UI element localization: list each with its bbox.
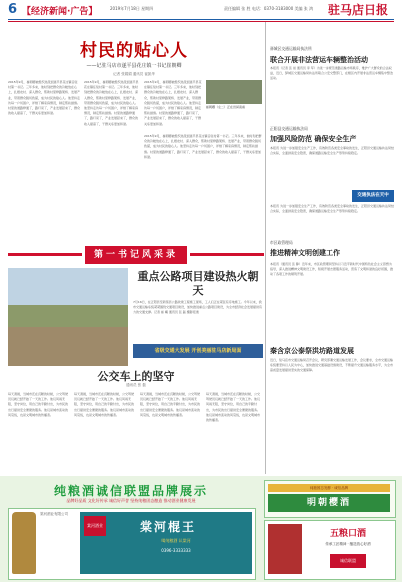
right-kicker-3: 市区政管理局: [270, 240, 293, 245]
section-title: 【经济新闻·广告】: [22, 7, 98, 17]
construction-body: 7月16日，在正阳县至新蔡县公路改建工程施工现场，工人们正在紧张有序地施工。今年以来，我市交通运输系统紧紧围绕交通项目建设，加快推进重点公路项目建设，为全市经济社会发展提供有力的交通支撑。记者 崔 曦 通讯员 张 磊 摄影报道: [133, 300, 263, 315]
ad-brand-a-slogan: 喝纯粮酒 认棠河: [161, 538, 191, 543]
right-kicker-2: 正阳县交通运输执法局: [270, 126, 308, 131]
right-body-2b: 本报讯 为进一步加强安全生产工作，有效防范各类安全事故的发生，正阳县交通运输执法局结合实际，全面排查安全隐患，确保道路运输安全生产形势持续稳定。: [270, 204, 394, 214]
bus-story-col4: 每天清晨，当城市还在沉睡的时候，公交驾驶员们就已经开始了一天的工作。他们风雨无阻，坚守岗位，用自己的辛勤付出，为市民的出行提供安全便捷的服务。他们是城市流动的风景线，也是文明城市的传播者。: [206, 392, 261, 423]
right-body-2: 本报讯 为进一步加强安全生产工作，有效防范各类安全事故的发生，正阳县交通运输执法局结合实际，全面排查安全隐患，确保道路运输安全生产形势持续稳定。: [270, 146, 394, 156]
lead-body-col1: 2015年9月，崔朝卿被组织选派到遂平县花庄镇任驻村第一书记。三年多来，他时刻把群众的冷暖放在心上，扎根农村、深入群众，帮助村里修路架桥、发展产业，带领群众脱贫致富，成为村民的贴心人。他坚持走访每一户贫困户，详细了解家庭情况，制定帮扶措施。村里的道路修通了，路灯亮了，产业发展起来了，群众的收入提高了，干群关系更加和谐。: [8, 80, 80, 116]
ad-brand-c-seal: 诚信联盟: [330, 554, 366, 568]
column-banner: 第一书记风采录: [85, 246, 187, 264]
ad-brand-a-sub: 棠河酒业有限公司: [40, 512, 68, 516]
ad-brand-c-name: 五粮口酒: [329, 529, 366, 539]
lead-photo: [206, 80, 262, 104]
lead-body-col3: 2015年9月，崔朝卿被组织选派到遂平县花庄镇任驻村第一书记。三年多来，他时刻把群众的冷暖放在心上，扎根农村、深入群众，帮助村里修路架桥、发展产业，带领群众脱贫致富，成为村民的贴心人。他坚持走访每一户贫困户，详细了解家庭情况，制定帮扶措施。村里的道路修通了，路灯亮了，产业发展起来了，群众的收入提高了，干群关系更加和谐。: [144, 80, 202, 126]
lead-byline: 记者 张娟娟 通讯员 崔凯华: [113, 72, 155, 76]
construction-headline: 重点公路项目建设热火朝天: [137, 270, 259, 297]
page-number: 6: [8, 2, 18, 17]
right-body-1: 本报讯（记者 张 旭 通讯员 李 军）为进一步规范道路运输市场秩序，维护广大群众的合法权益，近日，驿城区交通运输局执法所联合公安交警部门，在辖区内开展非法营运车辆集中整治活动。: [270, 66, 394, 81]
column-divider: [265, 22, 266, 474]
right-headline-4: 秦含京公泰祭洪坊路道发展: [270, 346, 354, 355]
ad-phone: 0396-3333333: [161, 548, 191, 553]
right-body-4: 近日，驻马店市交通运输局召开会议，研究部署交通运输发展工作，会议要求，全市交通运输系统要坚持以人民为中心，加快推进交通基础设施建设，不断提升交通运输服务水平，为全市高质量发展提供坚实的交通保障。: [270, 358, 394, 373]
header-rule: [8, 19, 394, 20]
right-headline-1: 联合开展非法营运车辆整治活动: [270, 55, 368, 64]
header-date: 2019年7月18日 星期四: [110, 6, 154, 11]
bus-story-col1: 每天清晨，当城市还在沉睡的时候，公交驾驶员们就已经开始了一天的工作。他们风雨无阻，坚守岗位，用自己的辛勤付出，为市民的出行提供安全便捷的服务。他们是城市流动的风景线，也是文明城市的传播者。: [8, 392, 69, 417]
lead-photo-caption: 崔朝卿（左二）正在田间查看: [206, 105, 246, 109]
ad-brand-c-bottle-icon: [268, 524, 302, 574]
ad-brand-b-sub: 纯粮固态发酵 · 诚信品牌: [268, 484, 390, 492]
lead-subheadline: ——记驻马店市遂平县花庄镇一书记崔朝卿: [86, 63, 182, 69]
bus-story-byline: 通讯员 张 磊: [126, 383, 146, 387]
bus-story-col2: 每天清晨，当城市还在沉睡的时候，公交驾驶员们就已经开始了一天的工作。他们风雨无阻，坚守岗位，用自己的辛勤付出，为市民的出行提供安全便捷的服务。他们是城市流动的风景线，也是文明城市的传播者。: [74, 392, 135, 417]
bus-story-col3: 每天清晨，当城市还在沉睡的时候，公交驾驶员们就已经开始了一天的工作。他们风雨无阻，坚守岗位，用自己的辛勤付出，为市民的出行提供安全便捷的服务。他们是城市流动的风景线，也是文明城市的传播者。: [140, 392, 201, 417]
header-rule-red: [8, 21, 394, 22]
right-kicker-1: 驿城区交通运输局执法所: [270, 46, 312, 51]
right-headline-2: 加强风险防范 确保安全生产: [270, 134, 357, 143]
bus-story-headline: 公交车上的坚守: [97, 370, 175, 383]
newspaper-brand: 驻马店日报: [328, 3, 389, 17]
ad-headline: 纯粮酒诚信联盟品牌展示: [53, 484, 208, 498]
header-editors: 责任编辑 张 胜 电话：0370-3183000 美编 张 鸿: [224, 6, 314, 11]
construction-slogan-box: 省级交通大发展 开创美丽驻马店新局面: [133, 344, 263, 358]
right-body-3: 本报讯（通讯员 张 静）近年来，市区政管理局坚持以习近平新时代中国特色社会主义思想为指导，深入推进精神文明建设工作，积极开展志愿服务活动，营造了文明和谐的良好氛围，推动了各项工作的顺利开展。: [270, 262, 394, 277]
construction-photo: [8, 268, 128, 366]
lead-body-col2: 2015年9月，崔朝卿被组织选派到遂平县花庄镇任驻村第一书记。三年多来，他时刻把群众的冷暖放在心上，扎根农村、深入群众，帮助村里修路架桥、发展产业，带领群众脱贫致富，成为村民的贴心人。他坚持走访每一户贫困户，详细了解家庭情况，制定帮扶措施。村里的道路修通了，路灯亮了，产业发展起来了，群众的收入提高了，干群关系更加和谐。: [84, 80, 139, 126]
liquor-bottle-icon: [12, 512, 36, 574]
lead-headline: 村民的贴心人: [80, 41, 188, 61]
ad-brand-a-seal: 棠河酒业: [84, 516, 106, 536]
ad-brand-c-sub: 传承工匠精神 · 酿造放心好酒: [325, 542, 371, 546]
ad-subheadline: 品牌好品质 文化好传承 诚信好声誉 坚持纯粮固态酿造 推动酒业健康发展: [66, 498, 196, 503]
lead-body-col4: 2015年9月，崔朝卿被组织选派到遂平县花庄镇任驻村第一书记。三年多来，他时刻把群众的冷暖放在心上，扎根农村、深入群众，帮助村里修路架桥、发展产业，带领群众脱贫致富，成为村民的贴心人。他坚持走访每一户贫困户，详细了解家庭情况，制定帮扶措施。村里的道路修通了，路灯亮了，产业发展起来了，群众的收入提高了，干群关系更加和谐。: [144, 134, 262, 159]
traffic-law-badge: 交通执法在天中: [352, 190, 394, 202]
ad-brand-b-name: 明朝樱酒: [268, 494, 390, 512]
ad-brand-a-name: 棠河棍王: [140, 520, 197, 534]
right-headline-3: 推进精神文明创建工作: [270, 248, 340, 257]
